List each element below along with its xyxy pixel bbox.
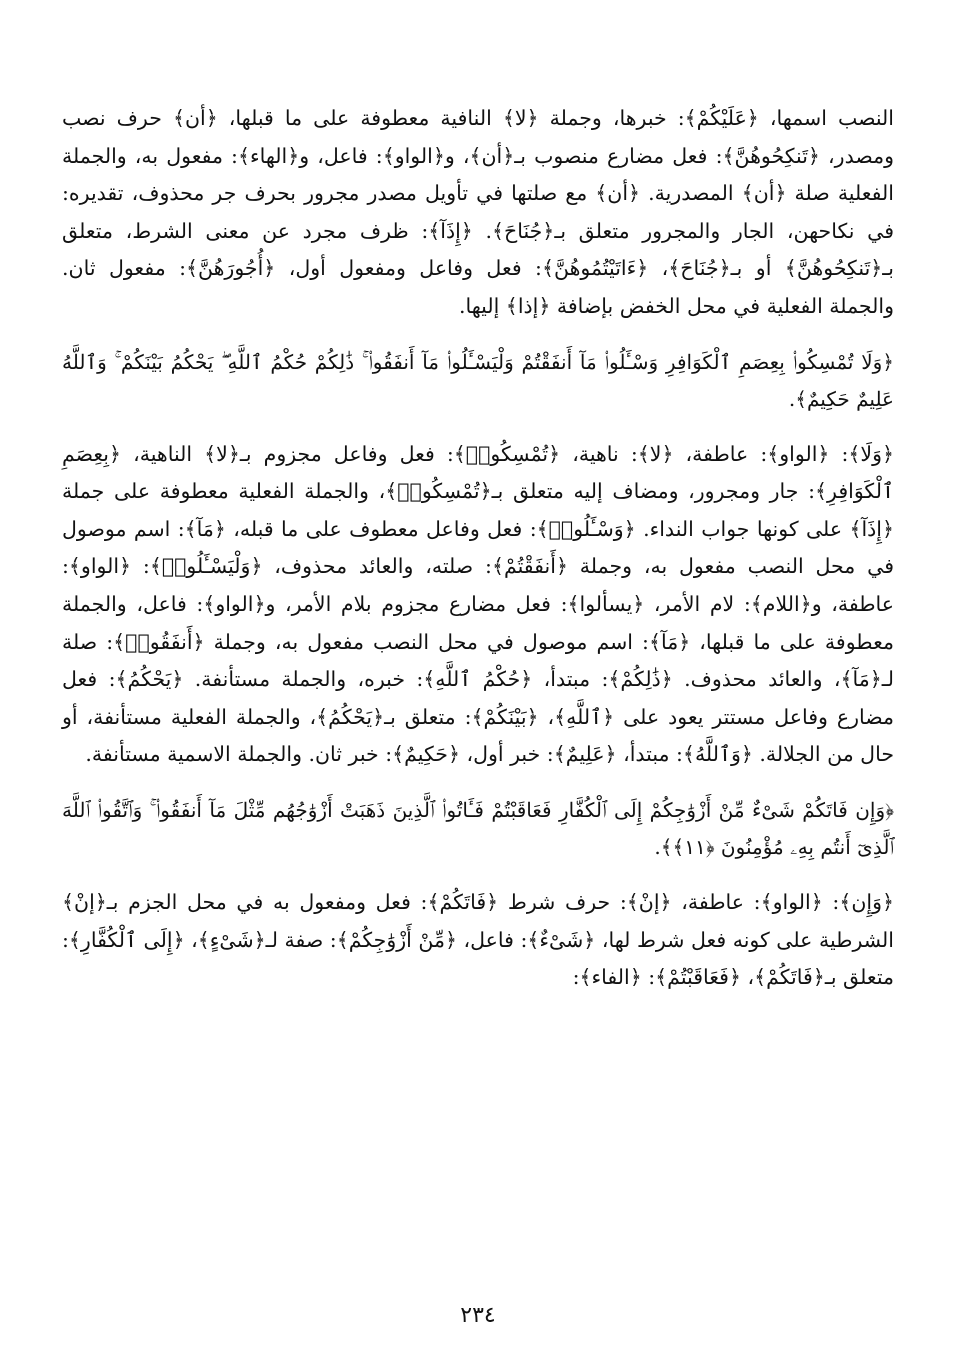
- paragraph-grammar-2: ﴿وَلَا﴾: ﴿الواو﴾: عاطفة، ﴿لا﴾: ناهية، ﴿تُمْسِكُوا۟﴾: فعل وفاعل مجزوم بـ﴿لا﴾ الناهية، ﴿بِعِصَمِ ٱلْكَوَافِرِ﴾: جار ومجرور، ومضاف إليه متعلق بـ﴿تُمْسِكُوا۟﴾، والجملة الفعلية معطوفة على جملة ﴿إِذَآ﴾ على كونها جواب النداء. ﴿وَسْـَٔلُوا۟﴾: فعل وفاعل معطوف على ما قبله، ﴿مَآ﴾: اسم موصول في محل النصب مفعول به، وجملة ﴿أَنفَقْتُمْ﴾: صلته، والعائد محذوف، ﴿وَلْيَسْـَٔلُوا۟﴾: ﴿الواو﴾: عاطفة، و﴿اللام﴾: لام الأمر، ﴿يسألوا﴾: فعل مضارع مجزوم بلام الأمر، و﴿الواو﴾: فاعل، والجملة معطوفة على ما قبلها، ﴿مَآ﴾: اسم موصول في محل النصب مفعول به، وجملة ﴿أَنفَقُوا۟﴾: صلة لـ﴿مَآ﴾، والعائد محذوف. ﴿ذَٰلِكُمْ﴾: مبتدأ، ﴿حُكْمُ ٱللَّهِ﴾: خبره، والجملة مستأنفة. ﴿يَحْكُمُ﴾: فعل مضارع وفاعل مستتر يعود على ﴿ٱللَّهِ﴾، ﴿بَيْنَكُمْ﴾: متعلق بـ﴿يَحْكُمُ﴾، والجملة الفعلية مستأنفة، أو حال من الجلالة. ﴿وَٱللَّهُ﴾: مبتدأ، ﴿عَلِيمٌ﴾: خبر أول، ﴿حَكِيمٌ﴾: خبر ثان. والجملة الاسمية مستأنفة.: [62, 441, 894, 767]
- page-body: [62, 100, 894, 997]
- page-number: ٢٣٤: [460, 1303, 496, 1328]
- quran-verse-11: ﴿وَإِن فَاتَكُمْ شَىْءٌ مِّنْ أَزْوَٰجِكُمْ إِلَى ٱلْكُفَّارِ فَعَاقَبْتُمْ فَـَٔاتُوا۟ ٱلَّذِينَ ذَهَبَتْ أَزْوَٰجُهُم مِّثْلَ مَآ أَنفَقُوا۟ ۚ وَٱتَّقُوا۟ ٱللَّهَ ٱلَّذِىٓ أَنتُم بِهِۦ مُؤْمِنُونَ ﴿١١﴾﴾.: [62, 797, 894, 859]
- quran-verse-10-end: ﴿وَلَا تُمْسِكُوا۟ بِعِصَمِ ٱلْكَوَافِرِ وَسْـَٔلُوا۟ مَآ أَنفَقْتُمْ وَلْيَسْـَٔلُوا۟ مَآ أَنفَقُوا۟ ۚ ذَٰلِكُمْ حُكْمُ ٱللَّهِ ۖ يَحْكُمُ بَيْنَكُمْ ۚ وَٱللَّهُ عَلِيمٌ حَكِيمٌ﴾.: [62, 349, 894, 411]
- paragraph-grammar-1: النصب اسمها، ﴿عَلَيْكُمْ﴾: خبرها، وجملة ﴿لا﴾ النافية معطوفة على ما قبلها، ﴿أن﴾ حرف نصب ومصدر، ﴿تَنكِحُوهُنَّ﴾: فعل مضارع منصوب بـ﴿أن﴾، و﴿الواو﴾: فاعل، و﴿الهاء﴾: مفعول به، والجملة الفعلية صلة ﴿أن﴾ المصدرية. ﴿أن﴾ مع صلتها في تأويل مصدر مجرور بحرف جر محذوف، تقديره: في نكاحهن، الجار والمجرور متعلق بـ﴿جُنَاحَ﴾. ﴿إِذَآ﴾: ظرف مجرد عن معنى الشرط، متعلق بـ﴿تَنكِحُوهُنَّ﴾ أو بـ﴿جُنَاحَ﴾، ﴿ءَاتَيْتُمُوهُنَّ﴾: فعل وفاعل ومفعول أول، ﴿أُجُورَهُنَّ﴾: مفعول ثان. والجملة الفعلية في محل الخفض بإضافة ﴿إذا﴾ إليها.: [62, 106, 894, 318]
- paragraph-grammar-3: ﴿وَإِن﴾: ﴿الواو﴾: عاطفة، ﴿إنْ﴾: حرف شرط ﴿فَاتَكُمْ﴾: فعل ومفعول به في محل الجزم بـ﴿إنْ﴾ الشرطية على كونه فعل شرط لها، ﴿شَىْءٌ﴾: فاعل، ﴿مِّنْ أَزْوَٰجِكُمْ﴾: صفة لـ﴿شَىْءٍ﴾، ﴿إِلَى ٱلْكُفَّارِ﴾: متعلق بـ﴿فَاتَكُمْ﴾، ﴿فَعَاقَبْتُمْ﴾: ﴿الفاء﴾:: [62, 889, 894, 990]
